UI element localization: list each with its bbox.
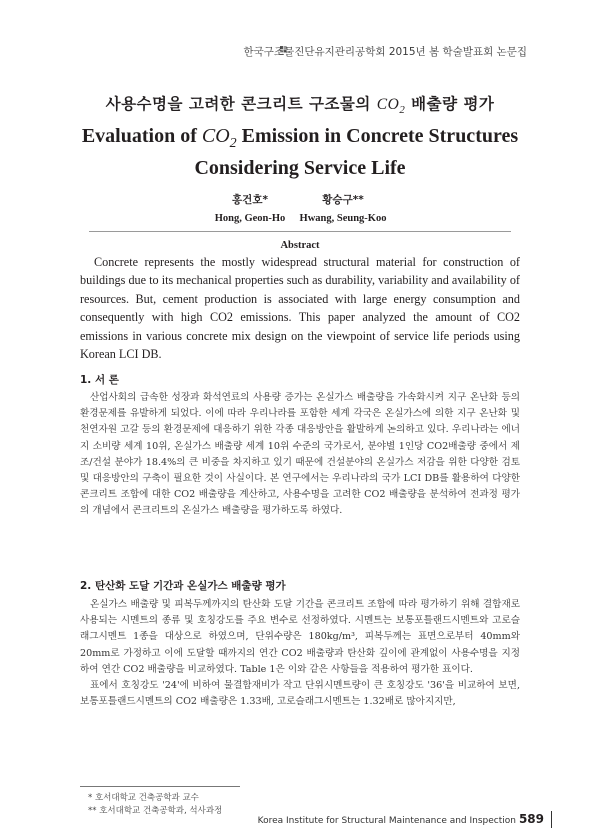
section-1-heading: 1. 서 론 — [80, 374, 119, 386]
author-2 — [288, 192, 398, 224]
footnotes — [88, 792, 222, 818]
abstract-divider — [89, 231, 511, 232]
section-2-paragraph-2: 표에서 호칭강도 '24'에 비하여 물결합재비가 작고 단위시멘트량이 큰 호칭강도 '36'을 비교하여 보면, 보통포틀랜드시멘트의 CO2 배출량은 1.33배, 고로슬래그시멘트는 1.32배로 많아지지만, — [80, 680, 520, 708]
title-en-line2: Considering Service Life — [194, 157, 406, 179]
journal-header: 한국구조물진단유지관리공학회 2015년 봄 학술발표회 논문집 — [243, 46, 527, 58]
page-number: 589 — [518, 812, 544, 826]
author-1-en: Hong, Geon-Ho — [214, 213, 286, 224]
abstract-body — [80, 253, 520, 363]
title-korean — [0, 92, 600, 116]
footnote-divider — [80, 786, 240, 787]
footnote-1: * 호서대학교 건축공학과 교수 — [88, 793, 199, 803]
title-en-line1: Evaluation of $CO_2$ Emission in Concrete Structures — [81, 125, 519, 151]
title-ko-chem: $CO_2$ — [376, 96, 406, 117]
abstract-heading: Abstract — [280, 240, 320, 251]
footer-institute: Korea Institute for Structural Maintenance and Inspection — [257, 816, 516, 826]
author-1-ko: 홍건호* — [232, 194, 268, 206]
section-2-paragraph-1: 온실가스 배출량 및 피복두께까지의 탄산화 도달 기간을 콘크리트 조합에 따라 평가하기 위해 결합재로 사용되는 시멘트의 종류 및 호칭강도를 주요 변수로 선정하였다. 시멘트는 보통포틀랜드시멘트와 고로슬래그시멘트 1종을 대상으로 하였으며, 단위수량은 180kg/m³, 피복두께는 표면으로부터 40mm와 20mm로 가정하고 이에 도달할 때까지의 연간 CO2 배출량과 탄산화 깊이에 관계없이 사용수명을 지정하여 연간 CO2 배출량을 비교하였다. Table 1은 이와 같은 사항들을 적용하여 평가한 표이다. — [80, 599, 520, 675]
section-1-body — [80, 390, 520, 520]
author-2-ko: 황승구** — [322, 194, 364, 206]
abstract-text: Concrete represents the mostly widespread structural material for construction of buildings due to its mechanical properties such as durability, variability and availability of resources. But, cement production is associated with large energy consumption and consequently with high CO2 emissions. This paper analyzed the amount of CO2 emissions in various concrete mix design on the viewpoint of service life periods using Korean LCI DB. — [80, 255, 520, 362]
section-2-body — [80, 597, 520, 710]
page-number-bar — [551, 811, 552, 828]
title-english — [0, 124, 600, 180]
section-1-paragraph: 산업사회의 급속한 성장과 화석연료의 사용량 증가는 온실가스 배출량을 가속화시켜 지구 온난화 등의 환경문제를 유발하게 되었다. 이에 따라 우리나라를 포함한 세계 각국은 온실가스에 의한 지구 온난화 및 천연자원 고갈 등의 환경문제에 대응하기 위한 각종 대응방안을 활발하게 논의하고 있다. 우리나라는 에너지 소비량 세계 10위, 온실가스 배출량 세계 10위 수준의 국가로서, 분야별 1인당 CO2배출량 중에서 제조/건설 분야가 18.4%의 큰 비중을 차지하고 있기 때문에 건설분야의 온실가스 저감을 위한 다양한 검토 및 대응방안의 구축이 필요한 것이 사실이다. 본 연구에서는 우리나라의 국가 LCI DB를 활용하여 다양한 콘크리트 조합에 대한 CO2 배출량을 계산하고, 사용수명을 고려한 CO2 배출량을 분석하여 전과정 평가의 개념에서 콘크리트의 온실가스 배출량을 평가하도록 하였다. — [80, 392, 520, 517]
title-ko-before: 사용수명을 고려한 콘크리트 구조물의 — [105, 95, 371, 113]
title-ko-after: 배출량 평가 — [411, 95, 495, 113]
author-2-en: Hwang, Seung-Koo — [299, 213, 387, 224]
footnote-2: ** 호서대학교 건축공학과, 석사과정 — [88, 806, 223, 816]
section-2-heading: 2. 탄산화 도달 기간과 온실가스 배출량 평가 — [80, 580, 286, 592]
